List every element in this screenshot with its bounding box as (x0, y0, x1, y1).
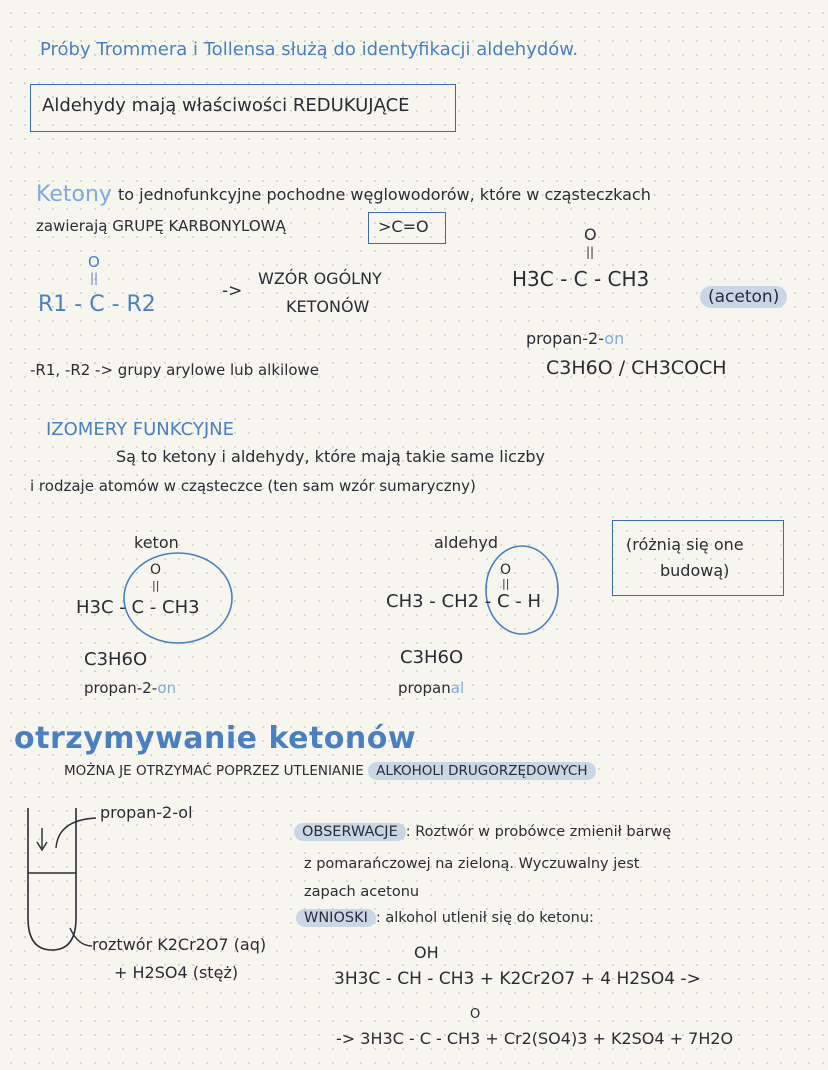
acetone-iupac (526, 330, 624, 348)
secondary-alcohols-highlight: ALKOHOLI DRUGORZĘDOWYCH (368, 762, 595, 780)
aldehyd-formula: CH3 - CH2 - C - H (386, 591, 542, 612)
aldehyd-double-bond: || (502, 577, 510, 590)
wn-text: : alkohol utlenił się do ketonu: (375, 910, 594, 926)
general-oxygen: O (88, 253, 100, 271)
eq1-oh: OH (414, 943, 439, 962)
izomery-line-1: Są to ketony i aldehydy, które mają takie same liczby (116, 447, 545, 466)
otrzymywanie-title: otrzymywanie ketonów (14, 721, 417, 756)
general-label-2: KETONÓW (286, 297, 370, 316)
ketony-definition-2: zawierają GRUPĘ KARBONYLOWĄ (36, 217, 286, 235)
izomery-line-2: i rodzaje atomów w cząsteczce (ten sam wzór sumaryczny) (30, 477, 476, 495)
r-groups-note: -R1, -R2 -> grupy arylowe lub alkilowe (30, 361, 320, 379)
keton-double-bond: || (152, 579, 160, 592)
carbonyl-group: >C=O (378, 217, 429, 236)
intro-line: Próby Trommera i Tollensa służą do identyfikacji aldehydów. (40, 39, 579, 60)
aldehyd-name-suffix: al (450, 679, 465, 697)
down-arrow (37, 828, 47, 850)
aldehyde-group-circle (486, 546, 558, 634)
general-label-1: WZÓR OGÓLNY (258, 269, 382, 288)
obs-text-2: z pomarańczowej na zieloną. Wyczuwalny jest (304, 856, 640, 872)
otrzymywanie-text: MOŻNA JE OTRZYMAĆ POPRZEZ UTLENIANIE (64, 763, 364, 779)
izomery-title: IZOMERY FUNKCYJNE (46, 419, 234, 440)
ketony-definition-1: to jednofunkcyjne pochodne węglowodorów, które w cząsteczkach (118, 185, 651, 204)
aldehyd-oxygen: O (500, 562, 512, 578)
equation-1: 3H3C - CH - CH3 + K2Cr2O7 + 4 H2SO4 -> (334, 969, 701, 989)
keton-name (84, 680, 176, 697)
structure-note-1: (różnią się one (626, 535, 744, 554)
test-tube-drawing (28, 808, 76, 950)
conclusions (296, 910, 594, 927)
general-arrow: -> (222, 281, 243, 301)
acetone-oxygen: O (584, 225, 597, 244)
obs-text-1: : Roztwór w probówce zmienił barwę (405, 824, 672, 840)
keton-sum-formula: C3H6O (84, 649, 148, 670)
eq2-oxygen: O (470, 1007, 481, 1022)
obs-label: OBSERWACJE (294, 823, 406, 841)
obs-text-3: zapach acetonu (304, 884, 420, 900)
wn-label: WNIOSKI (296, 909, 376, 927)
structure-note-box (612, 520, 784, 596)
aldehyd-sum-formula: C3H6O (400, 647, 464, 668)
acetone-iupac-suffix: on (604, 329, 625, 348)
equation-2: -> 3H3C - C - CH3 + Cr2(SO4)3 + K2SO4 + 7H2O (336, 1029, 734, 1048)
general-double-bond: || (90, 271, 99, 285)
otrzymywanie-line (64, 764, 596, 780)
structure-note-2: budową) (660, 561, 730, 580)
reagent-1: roztwór K2Cr2O7 (aq) (92, 935, 267, 954)
aldehyd-name (398, 680, 464, 697)
aldehyd-label: aldehyd (434, 533, 499, 552)
keton-label: keton (134, 533, 179, 552)
acetone-iupac-prefix: propan-2- (526, 329, 605, 348)
general-formula: R1 - C - R2 (38, 292, 156, 317)
acetone-name: (aceton) (700, 286, 787, 308)
reagent-2: + H2SO4 (stęż) (114, 963, 239, 982)
reducing-text: Aldehydy mają właściwości REDUKUJĄCE (42, 95, 410, 116)
tube-label: propan-2-ol (100, 803, 193, 822)
aldehyd-name-prefix: propan (398, 679, 451, 697)
observations (294, 824, 671, 841)
ketony-word: Ketony (36, 182, 112, 207)
acetone-double-bond: || (586, 245, 595, 259)
acetone-formula: H3C - C - CH3 (512, 267, 650, 291)
keton-name-prefix: propan-2- (84, 679, 158, 697)
keton-oxygen: O (150, 562, 162, 578)
acetone-summary: C3H6O / CH3COCH (546, 357, 727, 379)
keton-name-suffix: on (157, 679, 177, 697)
keton-formula: H3C - C - CH3 (76, 597, 200, 618)
